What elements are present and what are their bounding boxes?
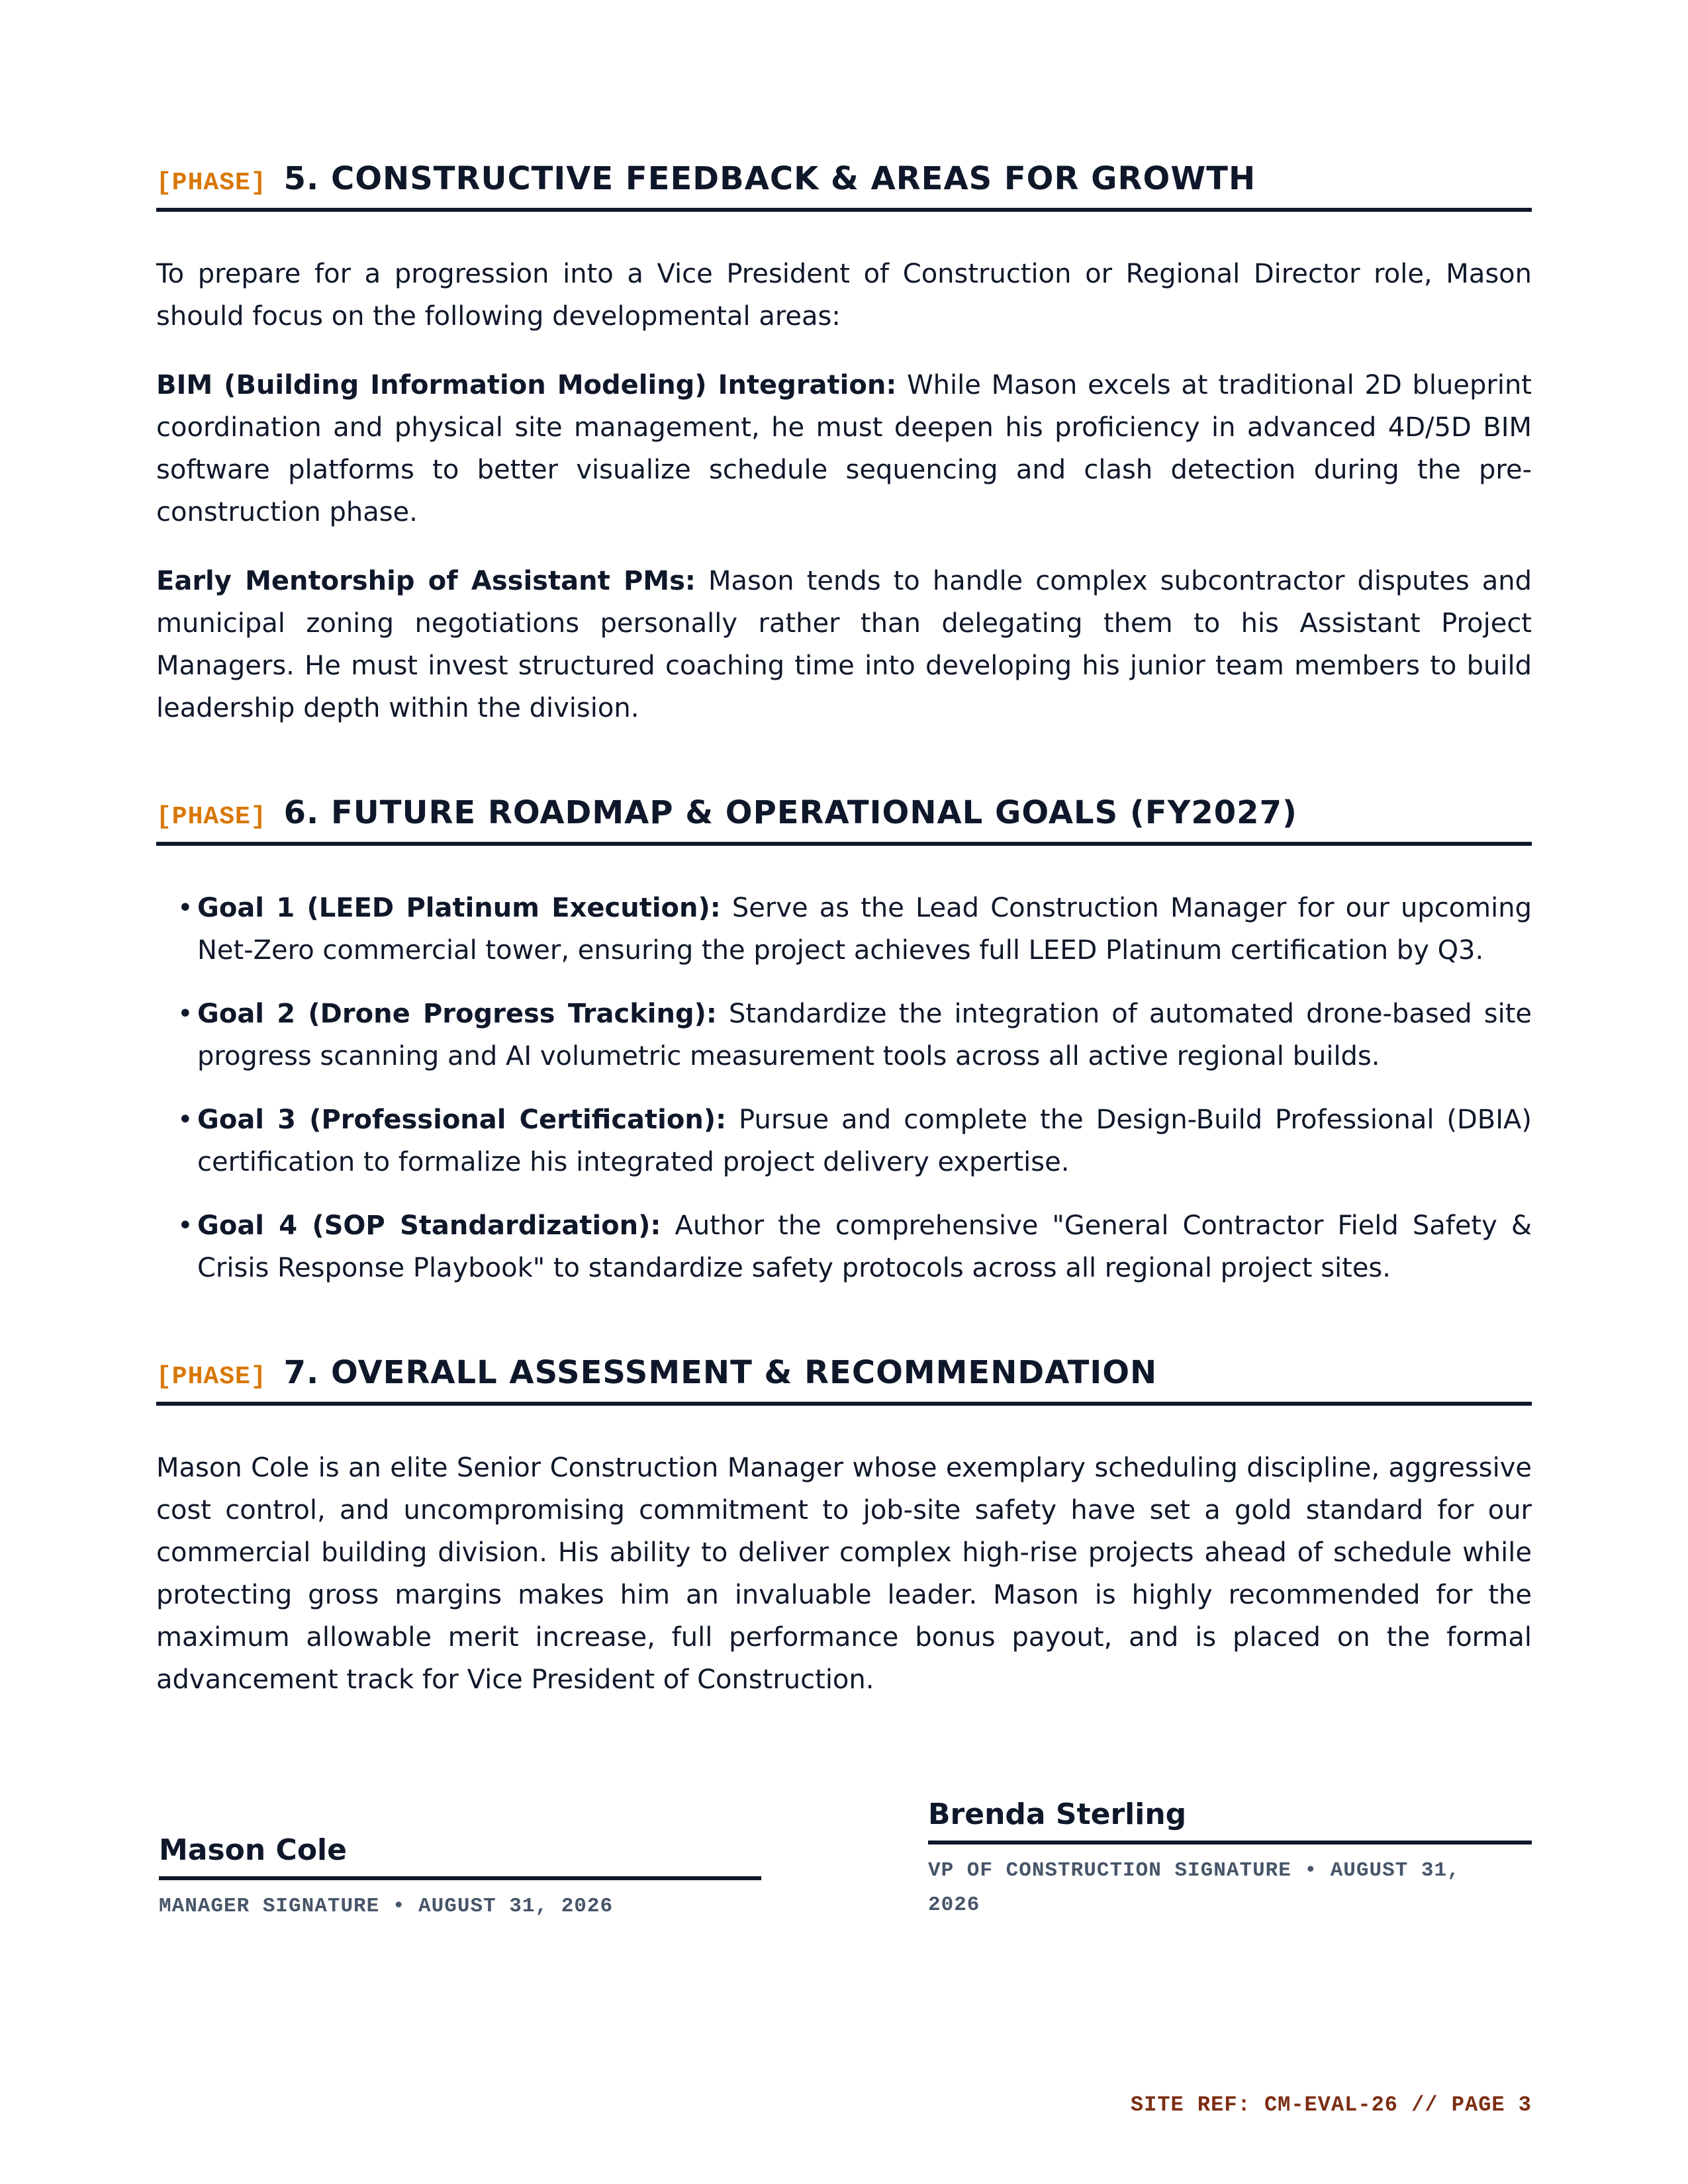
goal-text: Author the comprehensive "General Contractor Field Safety & Crisis Response Playbook" to standardize safety protocols across all regional project sites. <box>197 1210 1532 1283</box>
goal-label: Goal 2 (Drone Progress Tracking): <box>197 999 717 1029</box>
bullet: • <box>177 893 193 923</box>
growth-item-text: While Mason excels at traditional 2D blueprint coordination and physical site management, he must deepen his proficiency in advanced 4D/5D BIM software platforms to better visualize schedule sequencing and clash detection during the pre-construction phase. <box>156 370 1532 527</box>
growth-item-text: Mason tends to handle complex subcontractor disputes and municipal zoning negotiations personally rather than delegating them to his Assistant Project Managers. He must invest structured coaching time into developing his junior team members to build leadership depth within the division. <box>156 566 1532 723</box>
section-6-header <box>156 794 1532 846</box>
signature-line <box>928 1797 1532 1844</box>
bullet: • <box>177 999 193 1029</box>
signature-line <box>159 1833 761 1880</box>
goal-label: Goal 3 (Professional Certification): <box>197 1105 727 1135</box>
phase-tag: [PHASE] <box>156 803 267 831</box>
goal-text: Serve as the Lead Construction Manager for our upcoming Net-Zero commercial tower, ensuring the project achieves full LEED Platinum certification by Q3. <box>197 893 1532 966</box>
footer-site-ref: SITE REF: CM-EVAL-26 // PAGE 3 <box>1130 2093 1532 2117</box>
growth-item-bim <box>156 364 1532 533</box>
bullet: • <box>177 1210 193 1241</box>
assessment-body: Mason Cole is an elite Senior Construction Manager whose exemplary scheduling discipline, aggressive cost control, and uncompromising commitment to job-site safety have set a gold standard for our commercial building division. His ability to deliver complex high-rise projects ahead of schedule while protecting gross margins makes him an invaluable leader. Mason is highly recommended for the maximum allowable merit increase, full performance bonus payout, and is placed on the formal advancement track for Vice President of Construction. <box>156 1453 1532 1695</box>
goal-item <box>156 1099 1532 1183</box>
growth-item-mentorship <box>156 560 1532 729</box>
signature-caption: MANAGER SIGNATURE • AUGUST 31, 2026 <box>159 1895 614 1918</box>
phase-tag: [PHASE] <box>156 169 267 197</box>
goal-item <box>156 993 1532 1077</box>
goal-item <box>156 1205 1532 1289</box>
goal-item <box>156 887 1532 972</box>
signer-name: Mason Cole <box>159 1833 347 1867</box>
signature-caption: VP OF CONSTRUCTION SIGNATURE • AUGUST 31, 2026 <box>928 1859 1460 1917</box>
signer-name: Brenda Sterling <box>928 1797 1187 1831</box>
goal-text: Pursue and complete the Design-Build Professional (DBIA) certification to formalize his integrated project delivery expertise. <box>197 1105 1532 1177</box>
section-title: 6. FUTURE ROADMAP & OPERATIONAL GOALS (FY2027) <box>283 794 1297 831</box>
section-7-header <box>156 1354 1532 1406</box>
growth-item-label: BIM (Building Information Modeling) Integration: <box>156 370 897 400</box>
goal-label: Goal 1 (LEED Platinum Execution): <box>197 893 721 923</box>
section-title: 7. OVERALL ASSESSMENT & RECOMMENDATION <box>283 1354 1158 1391</box>
signature-vp <box>928 1797 1532 1923</box>
goal-text: Standardize the integration of automated drone-based site progress scanning and AI volumetric measurement tools across all active regional builds. <box>197 999 1532 1071</box>
growth-item-label: Early Mentorship of Assistant PMs: <box>156 566 696 596</box>
section-title: 5. CONSTRUCTIVE FEEDBACK & AREAS FOR GROWTH <box>283 160 1256 197</box>
section-5-intro: To prepare for a progression into a Vice President of Construction or Regional Director role, Mason should focus on the following developmental areas: <box>156 259 1532 332</box>
goals-list <box>156 887 1532 1289</box>
goal-label: Goal 4 (SOP Standardization): <box>197 1210 661 1241</box>
bullet: • <box>177 1105 193 1135</box>
section-5-header <box>156 160 1532 212</box>
phase-tag: [PHASE] <box>156 1363 267 1391</box>
signature-manager <box>159 1833 761 1924</box>
